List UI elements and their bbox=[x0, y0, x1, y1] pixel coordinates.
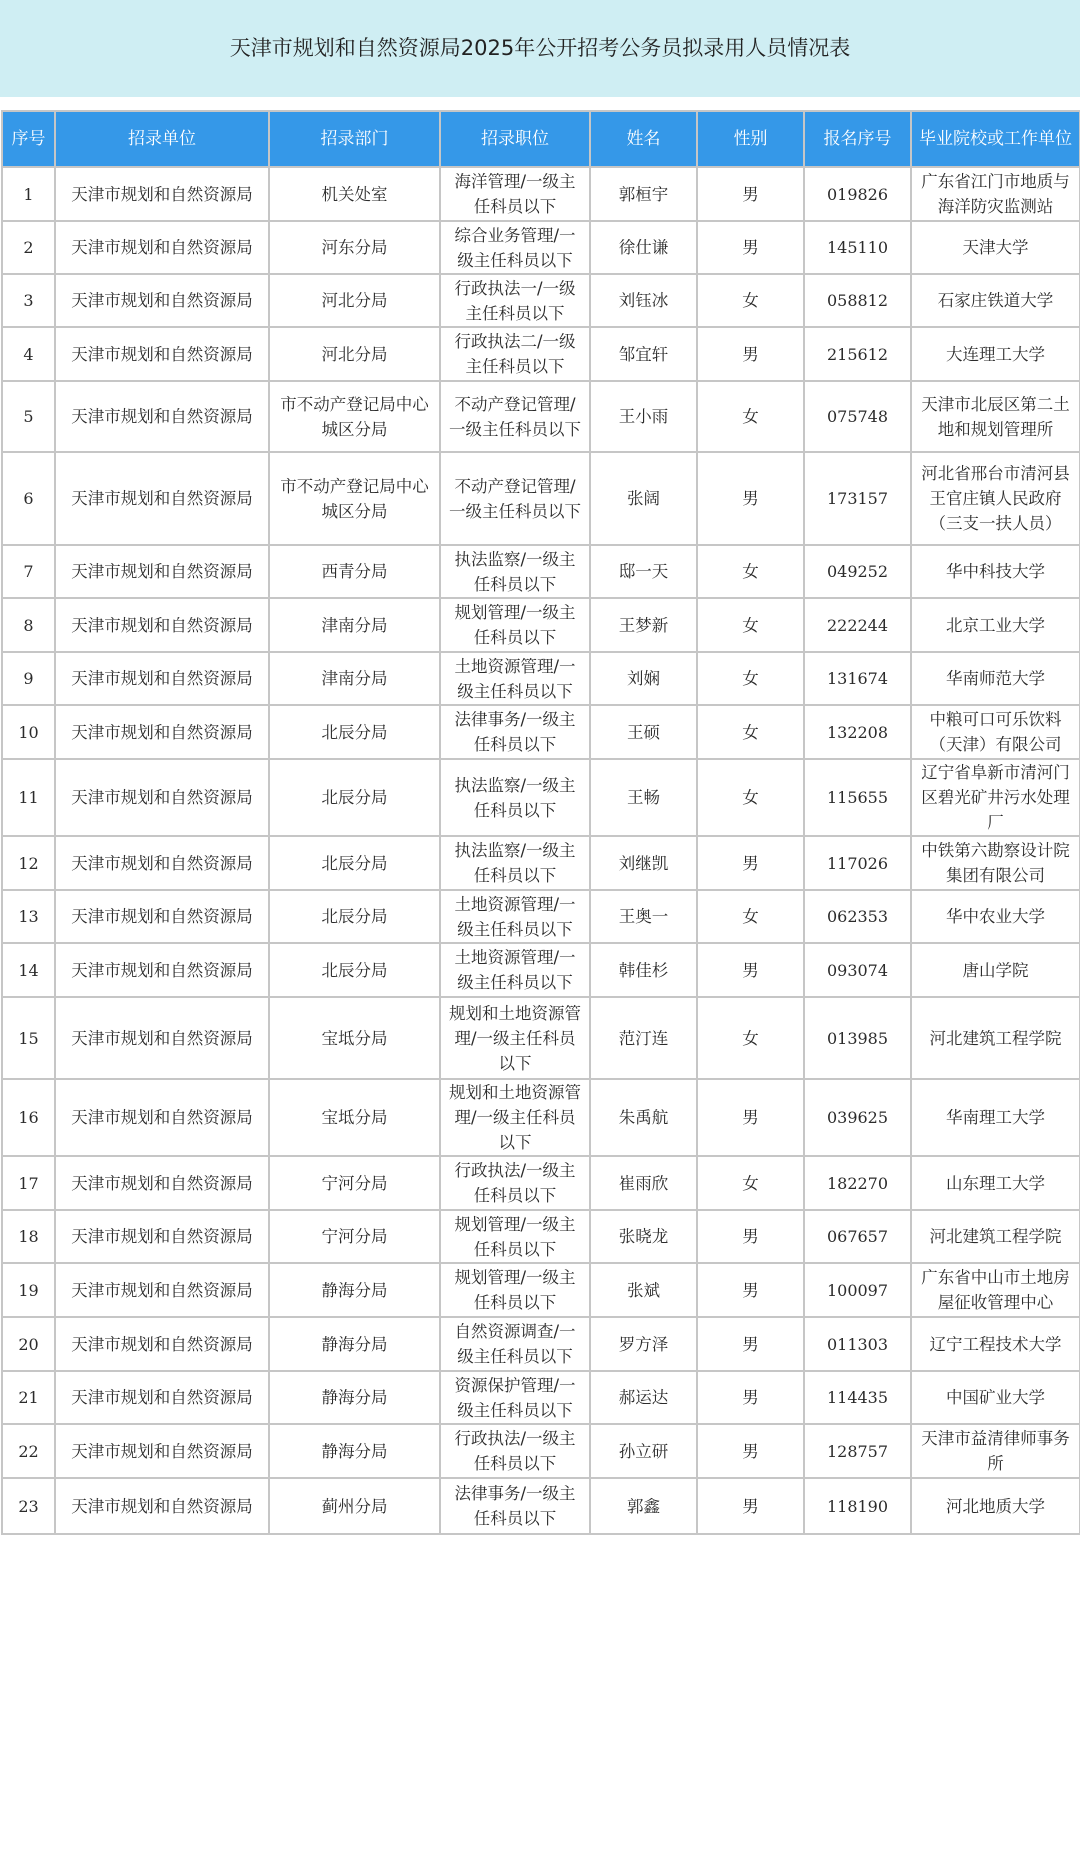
gender-cell: 女 bbox=[697, 274, 804, 327]
name-cell: 刘娴 bbox=[590, 652, 697, 705]
table-row bbox=[2, 997, 1080, 1079]
gender-cell: 男 bbox=[697, 327, 804, 381]
table-row bbox=[2, 1317, 1080, 1371]
table-row bbox=[2, 381, 1080, 452]
position-cell: 土地资源管理/一级主任科员以下 bbox=[440, 652, 590, 705]
unit-cell: 天津市规划和自然资源局 bbox=[55, 1424, 269, 1478]
row-number: 3 bbox=[2, 274, 55, 327]
department-cell: 河北分局 bbox=[269, 274, 440, 327]
table-header-row bbox=[2, 111, 1080, 167]
name-cell: 王畅 bbox=[590, 759, 697, 836]
gender-cell: 男 bbox=[697, 1478, 804, 1534]
row-number: 5 bbox=[2, 381, 55, 452]
unit-cell: 天津市规划和自然资源局 bbox=[55, 167, 269, 221]
row-number: 2 bbox=[2, 221, 55, 274]
registration-number-cell: 173157 bbox=[804, 452, 911, 545]
candidates-table bbox=[1, 110, 1080, 1535]
table-row bbox=[2, 759, 1080, 836]
column-header: 招录单位 bbox=[55, 111, 269, 167]
row-number: 23 bbox=[2, 1478, 55, 1534]
row-number: 17 bbox=[2, 1156, 55, 1210]
school-cell: 大连理工大学 bbox=[911, 327, 1080, 381]
registration-number-cell: 114435 bbox=[804, 1371, 911, 1424]
gender-cell: 女 bbox=[697, 759, 804, 836]
school-cell: 北京工业大学 bbox=[911, 598, 1080, 652]
position-cell: 行政执法二/一级主任科员以下 bbox=[440, 327, 590, 381]
registration-number-cell: 132208 bbox=[804, 705, 911, 759]
registration-number-cell: 013985 bbox=[804, 997, 911, 1079]
gender-cell: 女 bbox=[697, 381, 804, 452]
column-header: 招录部门 bbox=[269, 111, 440, 167]
department-cell: 津南分局 bbox=[269, 598, 440, 652]
name-cell: 崔雨欣 bbox=[590, 1156, 697, 1210]
position-cell: 行政执法/一级主任科员以下 bbox=[440, 1424, 590, 1478]
department-cell: 市不动产登记局中心城区分局 bbox=[269, 452, 440, 545]
unit-cell: 天津市规划和自然资源局 bbox=[55, 381, 269, 452]
department-cell: 静海分局 bbox=[269, 1371, 440, 1424]
name-cell: 王小雨 bbox=[590, 381, 697, 452]
position-cell: 规划和土地资源管理/一级主任科员以下 bbox=[440, 1079, 590, 1156]
row-number: 19 bbox=[2, 1263, 55, 1317]
name-cell: 范汀连 bbox=[590, 997, 697, 1079]
table-row bbox=[2, 167, 1080, 221]
department-cell: 静海分局 bbox=[269, 1263, 440, 1317]
school-cell: 天津市益清律师事务所 bbox=[911, 1424, 1080, 1478]
name-cell: 张晓龙 bbox=[590, 1210, 697, 1263]
unit-cell: 天津市规划和自然资源局 bbox=[55, 274, 269, 327]
registration-number-cell: 215612 bbox=[804, 327, 911, 381]
unit-cell: 天津市规划和自然资源局 bbox=[55, 1478, 269, 1534]
registration-number-cell: 011303 bbox=[804, 1317, 911, 1371]
registration-number-cell: 222244 bbox=[804, 598, 911, 652]
department-cell: 河北分局 bbox=[269, 327, 440, 381]
school-cell: 石家庄铁道大学 bbox=[911, 274, 1080, 327]
school-cell: 华南师范大学 bbox=[911, 652, 1080, 705]
title-banner bbox=[0, 0, 1080, 97]
position-cell: 海洋管理/一级主任科员以下 bbox=[440, 167, 590, 221]
column-header: 招录职位 bbox=[440, 111, 590, 167]
position-cell: 规划管理/一级主任科员以下 bbox=[440, 1210, 590, 1263]
column-header: 毕业院校或工作单位 bbox=[911, 111, 1080, 167]
name-cell: 王奥一 bbox=[590, 890, 697, 943]
registration-number-cell: 128757 bbox=[804, 1424, 911, 1478]
table-row bbox=[2, 836, 1080, 890]
row-number: 20 bbox=[2, 1317, 55, 1371]
gender-cell: 女 bbox=[697, 997, 804, 1079]
unit-cell: 天津市规划和自然资源局 bbox=[55, 452, 269, 545]
name-cell: 张斌 bbox=[590, 1263, 697, 1317]
school-cell: 广东省中山市土地房屋征收管理中心 bbox=[911, 1263, 1080, 1317]
gender-cell: 男 bbox=[697, 167, 804, 221]
school-cell: 中粮可口可乐饮料（天津）有限公司 bbox=[911, 705, 1080, 759]
school-cell: 天津市北辰区第二土地和规划管理所 bbox=[911, 381, 1080, 452]
row-number: 9 bbox=[2, 652, 55, 705]
name-cell: 郭鑫 bbox=[590, 1478, 697, 1534]
position-cell: 综合业务管理/一级主任科员以下 bbox=[440, 221, 590, 274]
row-number: 16 bbox=[2, 1079, 55, 1156]
name-cell: 王硕 bbox=[590, 705, 697, 759]
registration-number-cell: 058812 bbox=[804, 274, 911, 327]
table-row bbox=[2, 545, 1080, 598]
school-cell: 山东理工大学 bbox=[911, 1156, 1080, 1210]
school-cell: 唐山学院 bbox=[911, 943, 1080, 997]
unit-cell: 天津市规划和自然资源局 bbox=[55, 327, 269, 381]
position-cell: 规划管理/一级主任科员以下 bbox=[440, 1263, 590, 1317]
column-header: 性别 bbox=[697, 111, 804, 167]
column-header: 序号 bbox=[2, 111, 55, 167]
position-cell: 执法监察/一级主任科员以下 bbox=[440, 545, 590, 598]
column-header: 报名序号 bbox=[804, 111, 911, 167]
unit-cell: 天津市规划和自然资源局 bbox=[55, 997, 269, 1079]
row-number: 1 bbox=[2, 167, 55, 221]
position-cell: 土地资源管理/一级主任科员以下 bbox=[440, 890, 590, 943]
position-cell: 不动产登记管理/一级主任科员以下 bbox=[440, 381, 590, 452]
name-cell: 刘钰冰 bbox=[590, 274, 697, 327]
row-number: 22 bbox=[2, 1424, 55, 1478]
unit-cell: 天津市规划和自然资源局 bbox=[55, 1210, 269, 1263]
table-row bbox=[2, 705, 1080, 759]
row-number: 8 bbox=[2, 598, 55, 652]
registration-number-cell: 039625 bbox=[804, 1079, 911, 1156]
department-cell: 市不动产登记局中心城区分局 bbox=[269, 381, 440, 452]
gender-cell: 男 bbox=[697, 221, 804, 274]
unit-cell: 天津市规划和自然资源局 bbox=[55, 705, 269, 759]
school-cell: 华南理工大学 bbox=[911, 1079, 1080, 1156]
table-row bbox=[2, 1478, 1080, 1534]
name-cell: 罗方泽 bbox=[590, 1317, 697, 1371]
gender-cell: 男 bbox=[697, 1317, 804, 1371]
department-cell: 北辰分局 bbox=[269, 890, 440, 943]
department-cell: 宁河分局 bbox=[269, 1156, 440, 1210]
department-cell: 静海分局 bbox=[269, 1317, 440, 1371]
school-cell: 河北省邢台市清河县王官庄镇人民政府（三支一扶人员） bbox=[911, 452, 1080, 545]
table-row bbox=[2, 1210, 1080, 1263]
registration-number-cell: 117026 bbox=[804, 836, 911, 890]
school-cell: 辽宁省阜新市清河门区碧光矿井污水处理厂 bbox=[911, 759, 1080, 836]
school-cell: 华中科技大学 bbox=[911, 545, 1080, 598]
table-row bbox=[2, 1156, 1080, 1210]
department-cell: 蓟州分局 bbox=[269, 1478, 440, 1534]
name-cell: 徐仕谦 bbox=[590, 221, 697, 274]
department-cell: 北辰分局 bbox=[269, 705, 440, 759]
position-cell: 执法监察/一级主任科员以下 bbox=[440, 759, 590, 836]
table-row bbox=[2, 1424, 1080, 1478]
gender-cell: 女 bbox=[697, 890, 804, 943]
registration-number-cell: 019826 bbox=[804, 167, 911, 221]
department-cell: 宝坻分局 bbox=[269, 997, 440, 1079]
unit-cell: 天津市规划和自然资源局 bbox=[55, 890, 269, 943]
table-row bbox=[2, 327, 1080, 381]
position-cell: 行政执法/一级主任科员以下 bbox=[440, 1156, 590, 1210]
table-row bbox=[2, 1263, 1080, 1317]
registration-number-cell: 145110 bbox=[804, 221, 911, 274]
school-cell: 中国矿业大学 bbox=[911, 1371, 1080, 1424]
table-row bbox=[2, 652, 1080, 705]
department-cell: 北辰分局 bbox=[269, 836, 440, 890]
registration-number-cell: 049252 bbox=[804, 545, 911, 598]
department-cell: 静海分局 bbox=[269, 1424, 440, 1478]
department-cell: 西青分局 bbox=[269, 545, 440, 598]
school-cell: 华中农业大学 bbox=[911, 890, 1080, 943]
unit-cell: 天津市规划和自然资源局 bbox=[55, 221, 269, 274]
row-number: 15 bbox=[2, 997, 55, 1079]
school-cell: 河北建筑工程学院 bbox=[911, 1210, 1080, 1263]
name-cell: 邹宜轩 bbox=[590, 327, 697, 381]
unit-cell: 天津市规划和自然资源局 bbox=[55, 652, 269, 705]
name-cell: 朱禹航 bbox=[590, 1079, 697, 1156]
school-cell: 广东省江门市地质与海洋防灾监测站 bbox=[911, 167, 1080, 221]
registration-number-cell: 182270 bbox=[804, 1156, 911, 1210]
registration-number-cell: 062353 bbox=[804, 890, 911, 943]
department-cell: 津南分局 bbox=[269, 652, 440, 705]
row-number: 7 bbox=[2, 545, 55, 598]
table-row bbox=[2, 1079, 1080, 1156]
table-row bbox=[2, 1371, 1080, 1424]
column-header: 姓名 bbox=[590, 111, 697, 167]
position-cell: 规划和土地资源管理/一级主任科员以下 bbox=[440, 997, 590, 1079]
unit-cell: 天津市规划和自然资源局 bbox=[55, 1263, 269, 1317]
position-cell: 法律事务/一级主任科员以下 bbox=[440, 1478, 590, 1534]
gender-cell: 女 bbox=[697, 598, 804, 652]
name-cell: 邸一天 bbox=[590, 545, 697, 598]
row-number: 12 bbox=[2, 836, 55, 890]
position-cell: 行政执法一/一级主任科员以下 bbox=[440, 274, 590, 327]
name-cell: 郭桓宇 bbox=[590, 167, 697, 221]
table-row bbox=[2, 274, 1080, 327]
department-cell: 宝坻分局 bbox=[269, 1079, 440, 1156]
unit-cell: 天津市规划和自然资源局 bbox=[55, 1156, 269, 1210]
school-cell: 中铁第六勘察设计院集团有限公司 bbox=[911, 836, 1080, 890]
registration-number-cell: 067657 bbox=[804, 1210, 911, 1263]
name-cell: 孙立研 bbox=[590, 1424, 697, 1478]
unit-cell: 天津市规划和自然资源局 bbox=[55, 1317, 269, 1371]
row-number: 21 bbox=[2, 1371, 55, 1424]
position-cell: 资源保护管理/一级主任科员以下 bbox=[440, 1371, 590, 1424]
name-cell: 王梦新 bbox=[590, 598, 697, 652]
table-row bbox=[2, 452, 1080, 545]
row-number: 6 bbox=[2, 452, 55, 545]
gender-cell: 男 bbox=[697, 1424, 804, 1478]
row-number: 11 bbox=[2, 759, 55, 836]
school-cell: 辽宁工程技术大学 bbox=[911, 1317, 1080, 1371]
row-number: 18 bbox=[2, 1210, 55, 1263]
row-number: 4 bbox=[2, 327, 55, 381]
department-cell: 北辰分局 bbox=[269, 759, 440, 836]
row-number: 10 bbox=[2, 705, 55, 759]
table-row bbox=[2, 221, 1080, 274]
table-row bbox=[2, 598, 1080, 652]
position-cell: 执法监察/一级主任科员以下 bbox=[440, 836, 590, 890]
gender-cell: 男 bbox=[697, 1263, 804, 1317]
row-number: 13 bbox=[2, 890, 55, 943]
school-cell: 河北建筑工程学院 bbox=[911, 997, 1080, 1079]
position-cell: 自然资源调查/一级主任科员以下 bbox=[440, 1317, 590, 1371]
table-row bbox=[2, 890, 1080, 943]
position-cell: 法律事务/一级主任科员以下 bbox=[440, 705, 590, 759]
gender-cell: 男 bbox=[697, 836, 804, 890]
position-cell: 土地资源管理/一级主任科员以下 bbox=[440, 943, 590, 997]
school-cell: 河北地质大学 bbox=[911, 1478, 1080, 1534]
unit-cell: 天津市规划和自然资源局 bbox=[55, 759, 269, 836]
gender-cell: 男 bbox=[697, 943, 804, 997]
unit-cell: 天津市规划和自然资源局 bbox=[55, 836, 269, 890]
row-number: 14 bbox=[2, 943, 55, 997]
school-cell: 天津大学 bbox=[911, 221, 1080, 274]
department-cell: 机关处室 bbox=[269, 167, 440, 221]
unit-cell: 天津市规划和自然资源局 bbox=[55, 545, 269, 598]
gender-cell: 男 bbox=[697, 1371, 804, 1424]
position-cell: 不动产登记管理/一级主任科员以下 bbox=[440, 452, 590, 545]
name-cell: 韩佳杉 bbox=[590, 943, 697, 997]
registration-number-cell: 118190 bbox=[804, 1478, 911, 1534]
department-cell: 宁河分局 bbox=[269, 1210, 440, 1263]
gender-cell: 女 bbox=[697, 652, 804, 705]
name-cell: 刘继凯 bbox=[590, 836, 697, 890]
table-row bbox=[2, 943, 1080, 997]
department-cell: 北辰分局 bbox=[269, 943, 440, 997]
gender-cell: 男 bbox=[697, 1210, 804, 1263]
department-cell: 河东分局 bbox=[269, 221, 440, 274]
unit-cell: 天津市规划和自然资源局 bbox=[55, 1079, 269, 1156]
unit-cell: 天津市规划和自然资源局 bbox=[55, 1371, 269, 1424]
registration-number-cell: 131674 bbox=[804, 652, 911, 705]
gender-cell: 女 bbox=[697, 1156, 804, 1210]
registration-number-cell: 075748 bbox=[804, 381, 911, 452]
registration-number-cell: 115655 bbox=[804, 759, 911, 836]
gender-cell: 男 bbox=[697, 452, 804, 545]
registration-number-cell: 100097 bbox=[804, 1263, 911, 1317]
gender-cell: 男 bbox=[697, 1079, 804, 1156]
unit-cell: 天津市规划和自然资源局 bbox=[55, 598, 269, 652]
name-cell: 郝运达 bbox=[590, 1371, 697, 1424]
name-cell: 张阔 bbox=[590, 452, 697, 545]
gender-cell: 女 bbox=[697, 545, 804, 598]
gender-cell: 女 bbox=[697, 705, 804, 759]
registration-number-cell: 093074 bbox=[804, 943, 911, 997]
unit-cell: 天津市规划和自然资源局 bbox=[55, 943, 269, 997]
position-cell: 规划管理/一级主任科员以下 bbox=[440, 598, 590, 652]
page-title: 天津市规划和自然资源局2025年公开招考公务员拟录用人员情况表 bbox=[229, 36, 851, 60]
